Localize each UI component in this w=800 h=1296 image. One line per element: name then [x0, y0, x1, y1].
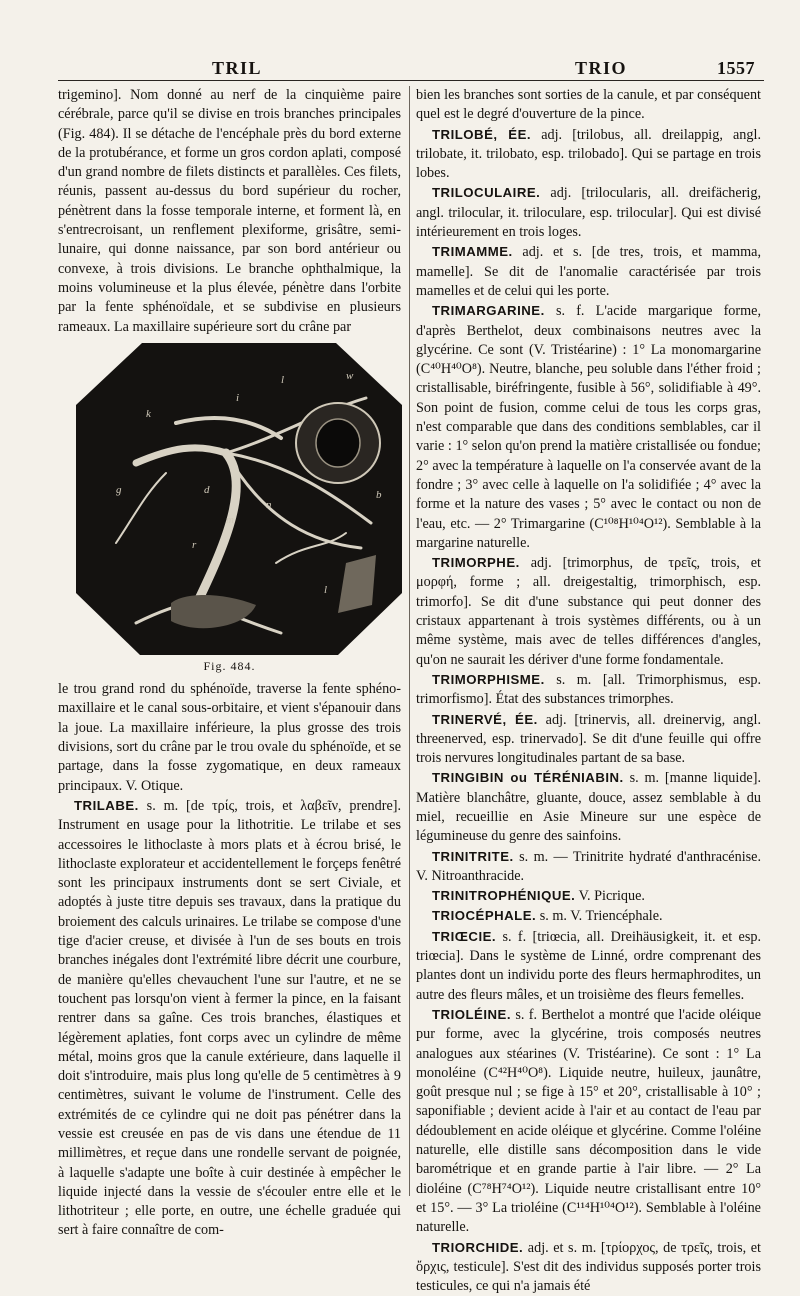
headword: TRINITRITE.	[432, 848, 514, 864]
headword: TRIMORPHE.	[432, 555, 520, 571]
entry-triocephale	[416, 906, 761, 926]
engraving-illustration	[76, 343, 402, 655]
entry-body: adj. [trinervis, all. dreinervig, angl. threenerved, esp. trinervado]. Se dit d'une feuille qui offre trois nervures longitudinales partant de sa base.	[416, 711, 762, 767]
right-column	[416, 86, 761, 1296]
headword: TRIORCHIDE.	[432, 1239, 524, 1255]
svg-text:b: b	[376, 488, 382, 501]
headword: TRINITROPHÉNIQUE.	[432, 888, 576, 904]
entry-body: s. f. Berthelot a montré que l'acide oléique pur forme, avec la glycérine, trois composés neutres analogues aux stéarines (V. Tristéarine). Ce sont : 1° La monoléine (C⁴²H⁴⁰O⁸). Liquide neutre, huileux, jaunâtre, goût presque nul ; se fige à 15° et 20°, cristallisable à 10° ; saponifiable ; devient acide à l'air et au contact de l'eau par dédoublement en acide oléique et glycérine. Comme l'oléine naturelle, elle distille sans décomposition dans le vide barométrique et en grande partie à l'air libre. — 2° La dioléine (C⁷⁸H⁷⁴O¹²). Liquide neutre cristallisant entre 10° et 15°. — 3° La trioléine (C¹¹⁴H¹⁰⁴O¹²). Semblable à l'oléine naturelle.	[416, 1006, 761, 1236]
page-number: 1557	[717, 58, 755, 78]
svg-text:d: d	[204, 483, 210, 496]
entry-body: s. f. L'acide margarique forme, d'après Berthelot, deux combinaisons neutres avec la glycérine. Ce sont (V. Tristéarine) : 1° La monomargarine (C⁴⁰H⁴⁰O⁸). Neutre, blanche, peu soluble dans l'éther froid ; cristallisable, biréfringente, fusible à 56°, solidifiable à 49°. Son point de fusion, comme celui de tous les corps gras, n'est comparable que dans des conditions semblables, car il varie : 1° selon qu'on prend la matière cristallisée ou fondue; 2° avec la température à laquelle on l'a conservée avant de la fondre ; 3° avec celle à laquelle on l'a solidifiée ; 4° avec la forme et la nature des vases ; 5° avec le contact ou non de l'eau, etc. — 2° Trimargarine (C¹⁰⁸H¹⁰⁴O¹²). Semblable à la margarine naturelle.	[416, 303, 762, 551]
entry-body: V. Picrique.	[578, 888, 645, 905]
entry-trimamme	[416, 242, 761, 301]
entry-body: s. m. — Trinitrite hydraté d'anthracénise. V. Nitroanthracide.	[416, 848, 762, 884]
entry-body: adj. [trilocularis, all. dreifächerig, angl. trilocular, it. triloculare, esp. trilocular]. Qui est divisé intérieurement en trois loges.	[416, 185, 761, 241]
svg-text:l: l	[281, 373, 285, 386]
svg-text:g: g	[116, 483, 122, 496]
entry-trinitrite	[416, 847, 761, 887]
entry-body: adj. et s. [de tres, trois, et mamma, mamelle]. Se dit de l'anomalie caractérisée par trois mamelles et de celui qui les porte.	[416, 244, 761, 299]
svg-text:l: l	[324, 583, 328, 596]
entry-trimorphisme	[416, 670, 761, 710]
column-divider	[409, 86, 410, 1196]
entry-trinerve	[416, 710, 761, 769]
headword: TRILOBÉ, ÉE.	[432, 126, 532, 142]
entry-trimorphe	[416, 553, 761, 670]
entry-triloculaire	[416, 183, 761, 242]
headword: TRIMAMME.	[432, 244, 513, 260]
svg-text:r: r	[192, 538, 197, 551]
running-head-center: TRIO	[575, 58, 628, 78]
svg-text:i: i	[236, 391, 240, 404]
headword: TRILABE.	[74, 797, 139, 813]
svg-text:w: w	[346, 369, 354, 382]
trigeminal-nerve-engraving	[76, 343, 402, 655]
headword: TRIMORPHISME.	[432, 671, 545, 687]
figure-caption: Fig. 484.	[203, 658, 256, 673]
running-head-left: TRIL	[212, 58, 263, 78]
left-column	[58, 86, 401, 1241]
entry-trilabe	[58, 796, 401, 1241]
entry-body: s. m. [de τρίς, trois, et λαβεῖν, prendre]. Instrument en usage pour la lithotritie. Le trilabe et ses accessoires le lithoclaste à mors plats et à écrou brisé, le lithoclaste explorateur et accidentellement le forçeps fenêtré sont les principaux instruments dont se sert Civiale, et adoptés à juste titre depuis ses travaux, dans la pratique du broiement des calculs urinaires. Le trilabe se compose d'une tige d'acier creuse, et divisée à l'un de ses bouts en trois branches inégales dont l'extrémité libre décrit une courbure, de manière qu'elles chevauchent l'une sur l'autre, et ne se touchent pas lorsqu'on vient à fermer la pince, en la faisant rentrer dans sa gaîne. Ces trois branches, élastiques et légèrement aplaties, font corps avec un cylindre de même métal, moins gros que la canule extérieure, dans laquelle il doit s'introduire, mais plus long qu'elle de 5 centimètres à 9 centimètres, suivant le volume de l'instrument. Celle des extrémités de ce cylindre qui ne doit pas pénétrer dans la vessie est creusée en pas de vis dans une étendue de 11 millimètres, et reçue dans une rondelle servant de poignée, à laquelle s'adapte une boîte à cuir destinée à empêcher le liquide injecté dans la vessie de s'écouler entre elle et le lithotriteur ; elle porte, en outre, une échelle graduée qui sert à faire connaître de com-	[58, 797, 402, 1239]
svg-text:k: k	[146, 407, 151, 420]
entry-body: adj. et s. m. [τρίορχος, de τρεῖς, trois, et ὄρχις, testicule]. S'est dit des individus supposés porter trois testicules, ce qui n'a jamais été	[416, 1239, 761, 1295]
headword: TRILOCULAIRE.	[432, 185, 541, 201]
entry-triœcie	[416, 927, 761, 1005]
entry-body: s. m. V. Triencéphale.	[539, 908, 663, 925]
entry-trinitrophenique	[416, 886, 761, 906]
entry-trioleine	[416, 1005, 761, 1238]
headword: TRINGIBIN ou TÉRÉNIABIN.	[432, 770, 624, 786]
headword: TRIOCÉPHALE.	[432, 908, 537, 924]
headword: TRIOLÉINE.	[432, 1006, 511, 1022]
entry-trilobe	[416, 125, 761, 184]
svg-text:m: m	[226, 513, 234, 526]
entry-body: s. f. [triœcia, all. Dreihäusigkeit, it. et esp. triœcia]. Dans le système de Linné, ordre comprenant des plantes dont un individu porte des fleurs hermaphrodites, un autre des fleurs mâles, et un troisième des fleurs femelles.	[416, 928, 761, 1003]
headword: TRINERVÉ, ÉE.	[432, 711, 538, 727]
entry-triorchide	[416, 1238, 761, 1296]
trijumeau-entry-tail: le trou grand rond du sphénoïde, traverse la fente sphéno-maxillaire et le canal sous-orbitaire, et vient s'épanouir dans la joue. La maxillaire inférieure, la plus grosse des trois divisions, sort du crâne par le trou ovale du sphénoïde, et se partage, dans la fosse zygomatique, en deux rameaux principaux. V. Otique.	[58, 681, 401, 794]
entry-body: adj. [trimorphus, de τρεῖς, trois, et μορφή, forme ; all. dreigestaltig, trimorphisch, esp. trimorfo]. Se dit d'une substance qui peut donner des cristaux appartenant à trois systèmes différents, ou à un même système, mais avec de telles différences d'angles, qu'on ne saurait les dériver d'une forme fondamentale.	[416, 555, 761, 668]
headword: TRIMARGARINE.	[432, 303, 545, 319]
entry-body: adj. [trilobus, all. dreilappig, angl. trilobate, it. trilobato, esp. trilobado]. Qui se partage en trois lobes.	[416, 126, 761, 182]
entry-body: s. m. [manne liquide]. Matière blanchâtre, gluante, douce, assez semblable à du miel, recueillie en Asie Mineure sur une espèce de légumineuse du genre des sainfoins.	[416, 770, 761, 845]
entry-trimargarine	[416, 301, 761, 553]
entry-tringibin	[416, 768, 761, 846]
headword: TRIŒCIE.	[432, 928, 497, 944]
header-rule	[58, 80, 764, 81]
trijumeau-entry-continuation: trigemino]. Nom donné au nerf de la cinquième paire cérébrale, parce qu'il se divise en trois branches principales (Fig. 484). Il se détache de l'encéphale près du bord externe de la protubérance, et forme un gros cordon aplati, composé d'un grand nombre de filets distincts et parallèles. Ces filets, réunis, passent au-dessus du bord supérieur du rocher, pénètrent dans la fosse temporale interne, et forment là, en s'entrecroisant, un renflement plexiforme, grisâtre, semi-lunaire, qui donne naissance, par son bord antérieur ou convexe, à trois divisions. Le branche ophthalmique, la moins volumineuse et la plus élevée, pénètre dans l'orbite par la fente sphénoïdale, et se subdivise en plusieurs rameaux. La maxillaire supérieure sort du crâne par	[58, 87, 401, 335]
svg-text:n: n	[266, 498, 272, 511]
trilabe-entry-continuation: bien les branches sont sorties de la canule, et par conséquent quel est le degré d'ouverture de la pince.	[416, 87, 761, 123]
entry-body: s. m. [all. Trimorphismus, esp. trimorfismo]. État des substances trimorphes.	[416, 671, 761, 708]
